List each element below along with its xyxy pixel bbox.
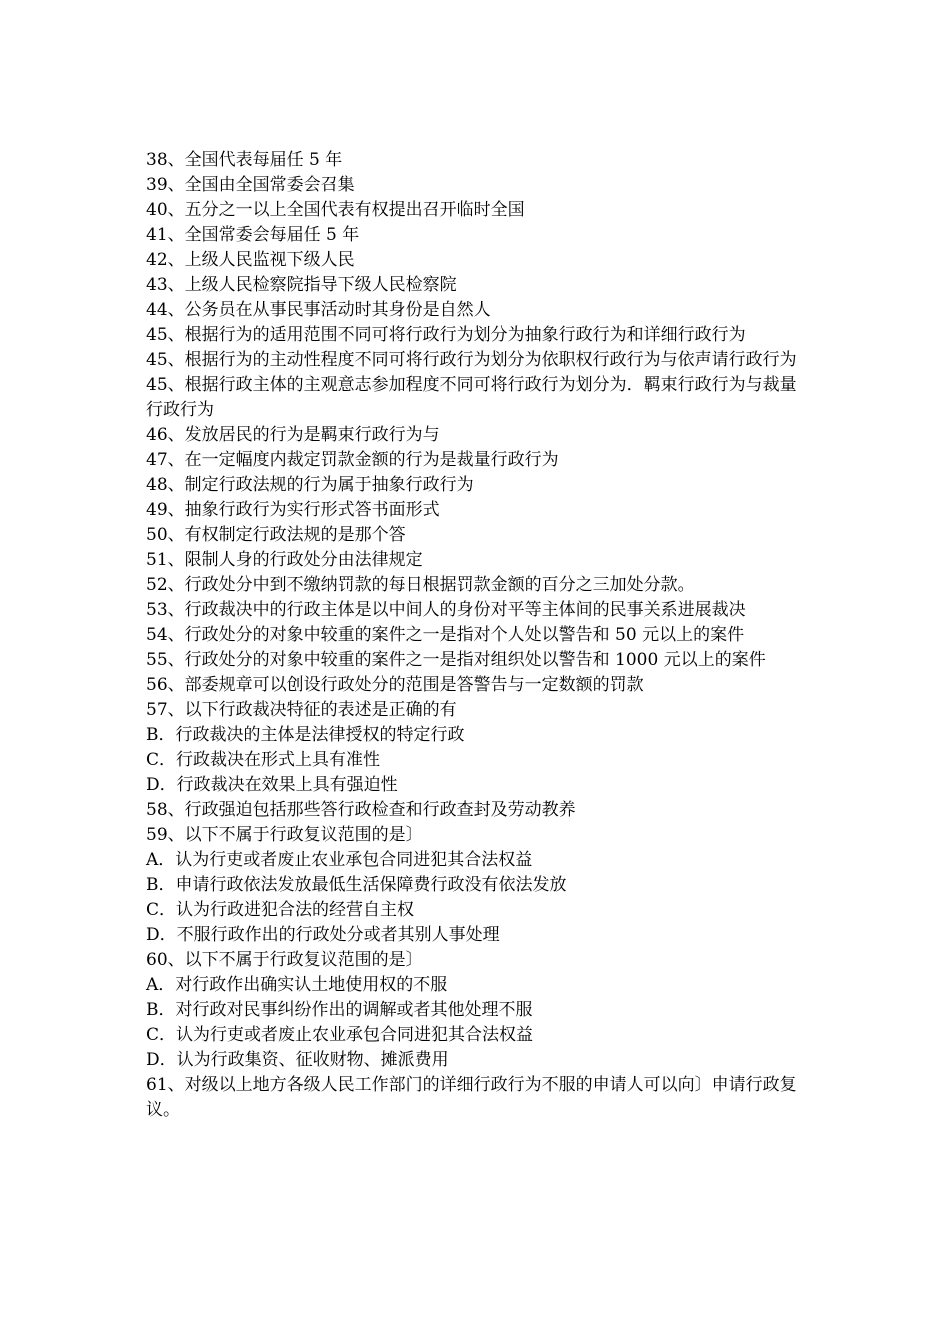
text-line: 45、根据行政主体的主观意志参加程度不同可将行政行为划分为．羁束行政行为与裁量行政行为: [146, 375, 797, 420]
option-line: B．对行政对民事纠纷作出的调解或者其他处理不服: [146, 1000, 533, 1020]
text-line: 40、五分之一以上全国代表有权提出召开临时全国: [146, 200, 525, 220]
text-line: 46、发放居民的行为是羁束行政行为与: [146, 425, 440, 445]
option-line: B．行政裁决的主体是法律授权的特定行政: [146, 725, 465, 745]
text-line: 49、抽象行政行为实行形式答书面形式: [146, 500, 440, 520]
text-line: 54、行政处分的对象中较重的案件之一是指对个人处以警告和 50 元以上的案件: [146, 625, 745, 645]
text-line: 43、上级人民检察院指导下级人民检察院: [146, 275, 457, 295]
option-line: C．认为行吏或者废止农业承包合同进犯其合法权益: [146, 1025, 534, 1045]
text-line: 45、根据行为的适用范围不同可将行政行为划分为抽象行政行为和详细行政行为: [146, 325, 746, 345]
text-line: 47、在一定幅度内裁定罚款金额的行为是裁量行政行为: [146, 450, 559, 470]
option-line: C．行政裁决在形式上具有准性: [146, 750, 381, 770]
text-line: 58、行政强迫包括那些答行政检查和行政查封及劳动教养: [146, 800, 576, 820]
text-line: 44、公务员在从事民事活动时其身份是自然人: [146, 300, 491, 320]
option-line: D．行政裁决在效果上具有强迫性: [146, 775, 398, 795]
text-line: 61、对级以上地方各级人民工作部门的详细行政行为不服的申请人可以向〕申请行政复议。: [146, 1075, 797, 1120]
text-line: 52、行政处分中到不缴纳罚款的每日根据罚款金额的百分之三加处分款。: [146, 575, 695, 595]
option-line: D．认为行政集资、征收财物、摊派费用: [146, 1050, 449, 1070]
option-line: A．对行政作出确实认土地使用权的不服: [146, 975, 448, 995]
text-line: 42、上级人民监视下级人民: [146, 250, 355, 270]
text-line: 55、行政处分的对象中较重的案件之一是指对组织处以警告和 1000 元以上的案件: [146, 650, 766, 670]
text-line: 48、制定行政法规的行为属于抽象行政行为: [146, 475, 474, 495]
option-line: A．认为行吏或者废止农业承包合同进犯其合法权益: [146, 850, 533, 870]
text-line: 60、以下不属于行政复议范围的是〕: [146, 950, 423, 970]
text-line: 45、根据行为的主动性程度不同可将行政行为划分为依职权行政行为与依声请行政行为: [146, 350, 797, 370]
text-line: 50、有权制定行政法规的是那个答: [146, 525, 406, 545]
text-line: 56、部委规章可以创设行政处分的范围是答警告与一定数额的罚款: [146, 675, 644, 695]
text-line: 39、全国由全国常委会召集: [146, 175, 355, 195]
option-line: C．认为行政进犯合法的经营自主权: [146, 900, 415, 920]
text-line: 41、全国常委会每届任 5 年: [146, 225, 360, 245]
option-line: D．不服行政作出的行政处分或者其别人事处理: [146, 925, 500, 945]
text-line: 51、限制人身的行政处分由法律规定: [146, 550, 423, 570]
text-line: 59、以下不属于行政复议范围的是〕: [146, 825, 423, 845]
text-line: 38、全国代表每届任 5 年: [146, 150, 343, 170]
text-line: 57、以下行政裁决特征的表述是正确的有: [146, 700, 457, 720]
text-line: 53、行政裁决中的行政主体是以中间人的身份对平等主体间的民事关系进展裁决: [146, 600, 746, 620]
document-body: [146, 148, 806, 1123]
option-line: B．申请行政依法发放最低生活保障费行政没有依法发放: [146, 875, 567, 895]
